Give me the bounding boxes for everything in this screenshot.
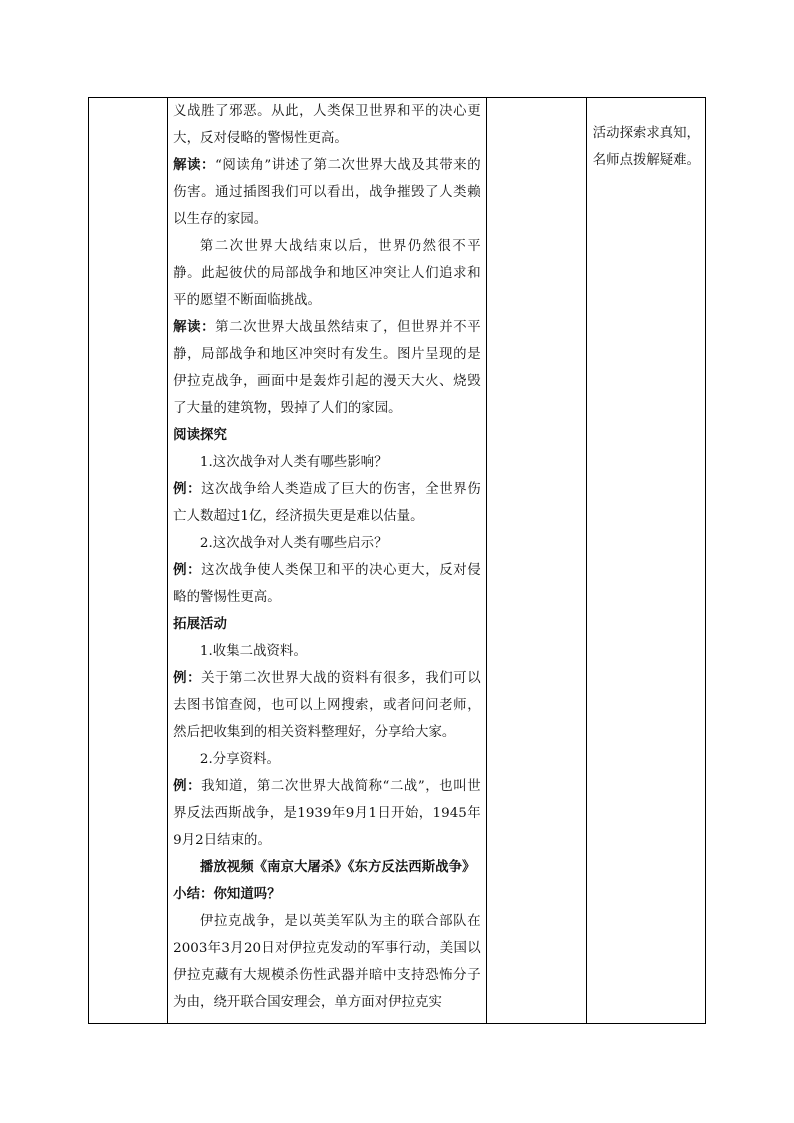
body-paragraph: 2.这次战争对人类有哪些启示？: [199, 536, 388, 551]
annotated-paragraph: [173, 314, 481, 422]
annotated-paragraph: [173, 773, 481, 854]
empty-cell-left: [89, 98, 168, 1024]
annotated-paragraph: [173, 557, 481, 611]
paragraph-label: 解读：: [173, 319, 216, 335]
paragraph-text: 第二次世界大战虽然结束了，但世界并不平静，局部战争和地区冲突时有发生。图片呈现的是伊拉克战争，画面中是轰炸引起的漫天大火、烧毁了大量的建筑物，毁掉了人们的家园。: [173, 320, 481, 416]
paragraph-text: 这次战争给人类造成了巨大的伤害，全世界伤亡人数超过1亿，经济损失更是难以估量。: [173, 482, 481, 524]
body-paragraph: 1.收集二战资料。: [199, 644, 307, 659]
annotated-paragraph: [173, 476, 481, 530]
body-paragraph: 第二次世界大战结束以后，世界仍然很不平静。此起彼伏的局部战争和地区冲突让人们追求和平的愿望不断面临挑战。: [173, 239, 481, 308]
section-heading: 拓展活动: [173, 616, 227, 632]
body-paragraph: 伊拉克战争，是以英美军队为主的联合部队在2003年3月20日对伊拉克发动的军事行动，美国以伊拉克藏有大规模杀伤性武器并暗中支持恐怖分子为由，绕开联合国安理会，单方面对伊拉克实: [173, 914, 481, 1010]
paragraph-text: 关于第二次世界大战的资料有很多，我们可以去图书馆查阅，也可以上网搜索，或者问问老师，然后把收集到的相关资料整理好，分享给大家。: [173, 671, 481, 740]
section-heading: 阅读探究: [173, 427, 227, 443]
paragraph-label: 例：: [173, 670, 202, 686]
lesson-content-cell: [168, 98, 487, 1024]
design-intent-cell: [586, 98, 705, 1024]
paragraph-label: 例：: [173, 778, 202, 794]
empty-cell-middle: [486, 98, 586, 1024]
lesson-plan-table: [88, 97, 706, 1024]
section-heading: 小结：你知道吗？: [173, 886, 281, 902]
paragraph-label: 例：: [173, 481, 202, 497]
paragraph-label: 例：: [173, 562, 202, 578]
paragraph-label: 解读：: [173, 157, 216, 173]
annotated-paragraph: [173, 665, 481, 746]
table-row: [89, 98, 706, 1024]
design-intent-note: 活动探索求真知，名师点拨解疑难。: [592, 126, 700, 168]
lesson-content: [173, 98, 481, 1016]
video-note: 播放视频《南京大屠杀》《东方反法西斯战争》: [199, 859, 476, 875]
body-paragraph: 2.分享资料。: [199, 752, 281, 767]
annotated-paragraph: [173, 152, 481, 233]
paragraph-text: 我知道，第二次世界大战简称“二战”，也叫世界反法西斯战争，是1939年9月1日开始，1945年9月2日结束的。: [173, 779, 481, 848]
body-paragraph: 1.这次战争对人类有哪些影响？: [199, 455, 388, 470]
paragraph-text: 这次战争使人类保卫和平的决心更大，反对侵略的警惕性更高。: [173, 563, 481, 605]
body-paragraph: 义战胜了邪恶。从此，人类保卫世界和平的决心更大，反对侵略的警惕性更高。: [173, 104, 481, 146]
paragraph-text: “阅读角”讲述了第二次世界大战及其带来的伤害。通过插图我们可以看出，战争摧毁了人类赖以生存的家园。: [173, 158, 481, 227]
